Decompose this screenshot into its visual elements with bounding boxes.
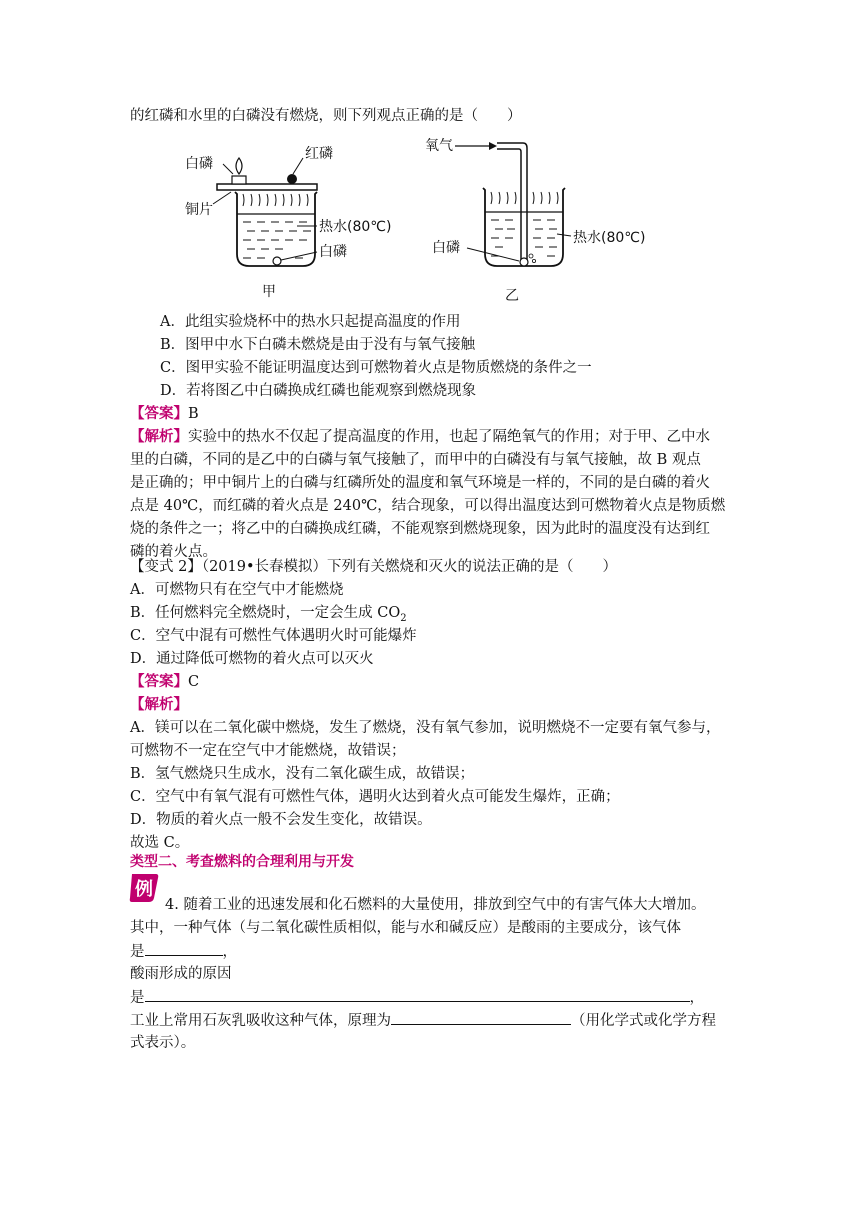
question-4-line-5 [130, 985, 704, 1010]
explanation-2-conclusion: 故选 C。 [130, 835, 190, 851]
variant-2-option-c: C．空气中混有可燃性气体遇明火时可能爆炸 [130, 628, 417, 644]
explanation-2-d: D．物质的着火点一般不会发生变化，故错误。 [130, 812, 432, 828]
figure-right [425, 138, 645, 304]
explanation-tag: 【解析】 [130, 428, 188, 445]
answer-value: C [188, 674, 200, 690]
experiment-figure [185, 134, 685, 304]
explanation-text: 实验中的热水不仅起了提高温度的作用，也起了隔绝氧气的作用；对于甲、乙中水 [188, 429, 710, 445]
text: （用化学式或化学方程 [571, 1013, 716, 1029]
question-4-line-6 [130, 1008, 716, 1033]
caption-yi: 乙 [505, 288, 519, 304]
question-4-line-3 [130, 939, 237, 964]
option-c: C．图甲实验不能证明温度达到可燃物着火点是物质燃烧的条件之一 [160, 360, 592, 376]
explanation-2-tag [130, 693, 188, 717]
label-white-phosphorus-right: 白磷 [432, 240, 460, 256]
label-white-phosphorus-water: 白磷 [319, 244, 347, 260]
answer-2 [130, 670, 199, 694]
answer-blank-2[interactable] [145, 985, 690, 1002]
flame-icon [236, 158, 242, 174]
label-hot-water-right: 热水(80℃) [573, 230, 646, 246]
label-oxygen: 氧气 [425, 138, 453, 154]
label-red-phosphorus: 红磷 [305, 146, 333, 162]
answer-blank-3[interactable] [391, 1008, 571, 1025]
copper-plate [217, 184, 317, 190]
question-4-line-4: 酸雨形成的原因 [130, 966, 232, 982]
label-hot-water-left: 热水(80℃) [319, 219, 392, 235]
text: 是 [130, 944, 145, 960]
explanation-tag: 【解析】 [130, 696, 188, 713]
water-dashes-left [243, 222, 311, 258]
text: ， [222, 944, 237, 960]
arrow-right-icon [489, 142, 497, 150]
white-phosphorus-right [520, 258, 528, 266]
red-phosphorus [287, 174, 297, 184]
question-4-line-2: 其中，一种气体（与二氧化碳性质相似，能与水和碱反应）是酸雨的主要成分，该气体 [130, 920, 681, 936]
option-b: B．图甲中水下白磷未燃烧是由于没有与氧气接触 [160, 337, 476, 353]
option-b-text: B．任何燃料完全燃烧时，一定会生成 CO [130, 605, 401, 621]
question-4-line-7: 式表示）。 [130, 1035, 196, 1051]
answer-value: B [188, 406, 199, 422]
option-a: A．此组实验烧杯中的热水只起提高温度的作用 [160, 314, 461, 330]
explanation-1-line-5: 烧的条件之一；将乙中的白磷换成红磷，不能观察到燃烧现象，因为此时的温度没有达到红 [130, 521, 710, 537]
explanation-1-line-1 [130, 425, 710, 449]
explanation-1-line-3: 是正确的；甲中铜片上的白磷与红磷所处的温度和氧气环境是一样的，不同的是白磷的着火 [130, 475, 710, 491]
white-phosphorus-water [273, 257, 281, 265]
explanation-1-line-2: 里的白磷，不同的是乙中的白磷与氧气接触了，而甲中的白磷没有与氧气接触，故 B 观点 [130, 452, 701, 468]
question-4-line-1: 4. 随着工业的迅速发展和化石燃料的大量使用，排放到空气中的有害气体大大增加。 [165, 897, 706, 913]
explanation-2-b: B．氢气燃烧只生成水，没有二氧化碳生成，故错误； [130, 766, 475, 782]
caption-jia: 甲 [262, 284, 276, 300]
subscript: 2 [400, 612, 407, 624]
steam-lines-left [243, 194, 308, 206]
explanation-2-a-line-2: 可燃物不一定在空气中才能燃烧，故错误； [130, 743, 406, 759]
badge-label: 例 [135, 879, 153, 900]
variant-2-option-d: D．通过降低可燃物的着火点可以灭火 [130, 651, 374, 667]
oxygen-tube [497, 143, 527, 262]
white-phosphorus-plate [232, 176, 246, 184]
label-white-phosphorus: 白磷 [185, 156, 213, 172]
label-copper-plate: 铜片 [185, 202, 213, 218]
section-heading: 类型二、考查燃料的合理利用与开发 [130, 854, 354, 870]
answer-blank-1[interactable] [145, 939, 223, 956]
text: 是 [130, 990, 145, 1006]
water-dashes-right [491, 220, 557, 256]
question-stem: 的红磷和水里的白磷没有燃烧，则下列观点正确的是（ ） [130, 108, 522, 124]
explanation-2-c: C．空气中有氧气混有可燃性气体，遇明火达到着火点可能发生爆炸，正确； [130, 789, 620, 805]
option-d: D．若将图乙中白磷换成红磷也能观察到燃烧现象 [160, 383, 477, 399]
answer-tag: 【答案】 [130, 673, 188, 690]
text: ， [689, 990, 704, 1006]
steam-lines-right [491, 192, 558, 204]
explanation-2-a-line-1: A．镁可以在二氧化碳中燃烧，发生了燃烧，没有氧气参加，说明燃烧不一定要有氧气参与， [130, 720, 721, 736]
figure-left [185, 145, 391, 300]
answer-tag: 【答案】 [130, 405, 188, 422]
variant-2-option-a: A．可燃物只有在空气中才能燃烧 [130, 582, 344, 598]
explanation-1-line-6: 磷的着火点。 [130, 544, 217, 560]
variant-2-stem: 【变式 2】（2019•长春模拟）下列有关燃烧和灭火的说法正确的是（ ） [130, 559, 618, 575]
example-badge-icon [128, 872, 160, 904]
text: 工业上常用石灰乳吸收这种气体，原理为 [130, 1013, 391, 1029]
explanation-1-line-4: 点是 40℃，而红磷的着火点是 240℃，结合现象，可以得出温度达到可燃物着火点是物质燃 [130, 498, 726, 514]
answer-1 [130, 402, 199, 426]
beaker-right [483, 188, 565, 266]
